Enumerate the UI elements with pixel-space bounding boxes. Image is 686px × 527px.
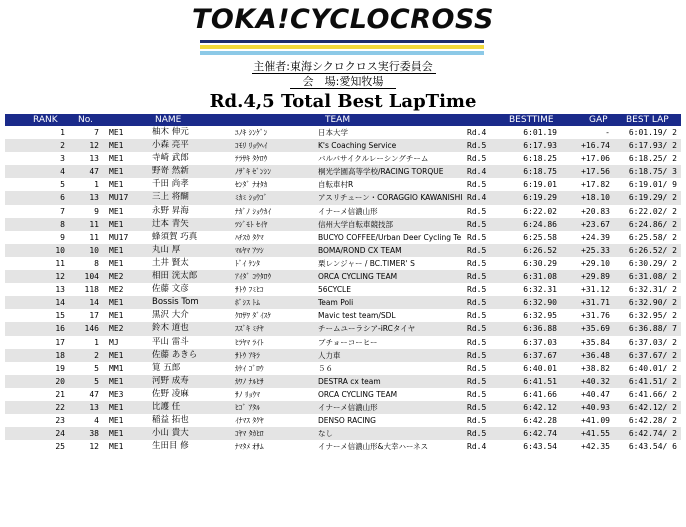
- number-cell: 7: [94, 128, 99, 137]
- table-row: [5, 257, 681, 270]
- gap-cell: +41.09: [581, 416, 610, 426]
- rider-kana-cell: ｲﾅﾏｽ ﾀｸﾔ: [235, 416, 264, 426]
- rider-kana-cell: ｺﾓﾘ ﾘｮｳﾍｲ: [235, 141, 268, 151]
- col-no: No.: [78, 115, 93, 125]
- bestlap-cell: 6:42.28/ 2: [628, 416, 677, 426]
- besttime-cell: 6:32.90: [523, 298, 557, 308]
- team-cell: 信州大学自転車競技部: [318, 219, 393, 229]
- table-header: [5, 114, 681, 126]
- gap-cell: +38.82: [581, 363, 610, 373]
- category-cell: ME1: [109, 429, 124, 439]
- table-body: [5, 126, 681, 453]
- table-row: [5, 388, 681, 401]
- bestlap-cell: 6:36.88/ 7: [628, 324, 677, 334]
- rank-cell: 19: [55, 363, 65, 373]
- category-cell: ME1: [109, 154, 124, 164]
- table-row: [5, 205, 681, 218]
- rider-name-cell: 千田 尚孝: [152, 179, 189, 190]
- rider-name-cell: 小森 亮平: [152, 140, 189, 151]
- table-row: [5, 427, 681, 440]
- team-cell: チームユーラシア-iRCタイヤ: [318, 324, 416, 334]
- team-cell: DESTRA cx team: [318, 376, 381, 386]
- rider-kana-cell: ﾊﾁｽｶ ﾀｸﾏ: [235, 232, 264, 242]
- rider-kana-cell: ﾕﾉｷ ｼﾝｹﾞﾝ: [235, 128, 268, 137]
- category-cell: ME2: [109, 272, 124, 282]
- besttime-cell: 6:40.01: [523, 363, 557, 373]
- table-row: [5, 178, 681, 191]
- bestlap-cell: 6:19.29/ 2: [628, 193, 677, 203]
- number-cell: 146: [84, 324, 99, 334]
- rank-cell: 4: [60, 167, 65, 177]
- rider-name-cell: 鈴木 道也: [152, 323, 189, 334]
- rider-kana-cell: ﾉｻﾞｷ ｾﾞﾝｼﾝ: [235, 167, 272, 177]
- category-cell: MU17: [109, 232, 129, 242]
- rider-name-cell: 比護 任: [152, 401, 181, 412]
- number-cell: 8: [94, 258, 99, 268]
- organizer-underline: [252, 73, 436, 74]
- rank-cell: 14: [55, 298, 65, 308]
- table-row: [5, 362, 681, 375]
- table-row: [5, 401, 681, 414]
- rank-cell: 16: [55, 324, 65, 334]
- table-row: [5, 349, 681, 362]
- team-cell: Team Poli: [318, 298, 354, 308]
- rank-cell: 15: [55, 311, 65, 321]
- col-bestlap: BEST LAP: [626, 115, 669, 125]
- besttime-cell: 6:24.86: [523, 219, 557, 229]
- besttime-cell: 6:32.95: [523, 311, 557, 321]
- category-cell: ME1: [109, 416, 124, 426]
- gap-cell: +17.56: [581, 167, 610, 177]
- gap-cell: +18.10: [581, 193, 610, 203]
- bestlap-cell: 6:18.75/ 3: [628, 167, 677, 177]
- besttime-cell: 6:30.29: [523, 258, 557, 268]
- rider-name-cell: 三上 将醐: [152, 192, 189, 203]
- number-cell: 118: [84, 285, 99, 295]
- besttime-cell: 6:37.03: [523, 337, 557, 347]
- rider-kana-cell: ﾅｶﾞﾉ ｼｮｳｶｲ: [235, 206, 272, 216]
- team-cell: 栗レンジャー / BC.TIMER' S: [318, 258, 415, 268]
- bestlap-cell: 6:24.86/ 2: [628, 219, 677, 229]
- category-cell: ME1: [109, 402, 124, 412]
- bestlap-cell: 6:17.93/ 2: [628, 141, 677, 151]
- team-cell: ORCA CYCLING TEAM: [318, 389, 398, 399]
- gap-cell: +31.71: [581, 298, 610, 308]
- besttime-cell: 6:42.28: [523, 416, 557, 426]
- bestlap-cell: 6:22.02/ 2: [628, 206, 677, 216]
- round-cell: Rd.5: [467, 298, 487, 308]
- gap-cell: +41.55: [581, 429, 610, 439]
- number-cell: 10: [89, 245, 99, 255]
- results-table: [5, 114, 681, 453]
- round-cell: Rd.5: [467, 141, 487, 151]
- rank-cell: 25: [55, 442, 65, 452]
- number-cell: 5: [94, 376, 99, 386]
- number-cell: 17: [89, 311, 99, 321]
- besttime-cell: 6:25.58: [523, 232, 557, 242]
- rider-kana-cell: ﾄﾞｲ ｹﾝﾀ: [235, 258, 260, 268]
- number-cell: 5: [94, 363, 99, 373]
- round-cell: Rd.5: [467, 324, 487, 334]
- bestlap-cell: 6:01.19/ 2: [628, 128, 677, 137]
- round-cell: Rd.5: [467, 337, 487, 347]
- category-cell: ME2: [109, 285, 124, 295]
- team-cell: 人力車: [318, 350, 341, 360]
- rider-kana-cell: ｾﾝﾀﾞ ﾅｵﾀｶ: [235, 180, 268, 190]
- category-cell: ME1: [109, 180, 124, 190]
- table-row: [5, 414, 681, 427]
- besttime-cell: 6:18.75: [523, 167, 557, 177]
- category-cell: ME1: [109, 206, 124, 216]
- round-cell: Rd.5: [467, 376, 487, 386]
- number-cell: 47: [89, 167, 99, 177]
- round-cell: Rd.5: [467, 389, 487, 399]
- number-cell: 104: [84, 272, 99, 282]
- number-cell: 1: [94, 180, 99, 190]
- gap-cell: +42.35: [581, 442, 610, 452]
- team-cell: ブチョーコーヒー: [318, 337, 378, 347]
- rider-name-cell: 蜂須賀 巧真: [152, 231, 198, 242]
- rank-cell: 3: [60, 154, 65, 164]
- number-cell: 1: [94, 337, 99, 347]
- besttime-cell: 6:26.52: [523, 245, 557, 255]
- round-cell: Rd.5: [467, 350, 487, 360]
- besttime-cell: 6:43.54: [523, 442, 557, 452]
- team-cell: Mavic test team/SDL: [318, 311, 396, 321]
- round-cell: Rd.5: [467, 258, 487, 268]
- gap-cell: +23.67: [581, 219, 610, 229]
- gap-cell: +35.84: [581, 337, 610, 347]
- category-cell: ME1: [109, 442, 124, 452]
- rank-cell: 13: [55, 285, 65, 295]
- logo-text: TOKA!CYCLOCROSS: [192, 4, 494, 35]
- venue-underline: [290, 88, 396, 89]
- round-cell: Rd.5: [467, 311, 487, 321]
- team-cell: イナーメ信濃山形: [318, 402, 378, 412]
- rider-name-cell: 佐野 凌麻: [152, 388, 189, 399]
- team-cell: DENSO RACING: [318, 416, 376, 426]
- bestlap-cell: 6:26.52/ 2: [628, 245, 677, 255]
- round-cell: Rd.4: [467, 128, 487, 137]
- team-cell: なし: [318, 429, 333, 439]
- rider-name-cell: 丸山 厚: [152, 244, 181, 255]
- round-cell: Rd.5: [467, 219, 487, 229]
- bestlap-cell: 6:42.12/ 2: [628, 402, 677, 412]
- rider-name-cell: 黒沢 大介: [152, 310, 189, 321]
- rider-name-cell: 平山 雷斗: [152, 336, 189, 347]
- rank-cell: 1: [60, 128, 65, 137]
- table-row: [5, 270, 681, 283]
- col-name: NAME: [155, 115, 182, 125]
- rider-name-cell: 筧 五郎: [152, 362, 181, 373]
- round-cell: Rd.5: [467, 429, 487, 439]
- number-cell: 13: [89, 193, 99, 203]
- gap-cell: +29.10: [581, 258, 610, 268]
- number-cell: 11: [89, 232, 99, 242]
- besttime-cell: 6:17.93: [523, 141, 557, 151]
- rider-name-cell: 永野 昇海: [152, 205, 189, 216]
- number-cell: 38: [89, 429, 99, 439]
- team-cell: イナーメ信濃山形&大幸ハーネス: [318, 442, 429, 452]
- logo-stripe-blue: [200, 51, 484, 55]
- number-cell: 4: [94, 416, 99, 426]
- table-row: [5, 231, 681, 244]
- number-cell: 2: [94, 350, 99, 360]
- team-cell: 自転車村R: [318, 180, 354, 190]
- besttime-cell: 6:41.51: [523, 376, 557, 386]
- bestlap-cell: 6:25.58/ 2: [628, 232, 677, 242]
- team-cell: アスリチューン・CORAGGIO KAWANISHI: [318, 193, 463, 203]
- table-row: [5, 218, 681, 231]
- rider-kana-cell: ﾏﾙﾔﾏ ｱﾂｼ: [235, 245, 264, 255]
- col-team: TEAM: [325, 115, 351, 125]
- logo-stripe-navy: [200, 40, 484, 43]
- table-row: [5, 336, 681, 349]
- bestlap-cell: 6:42.74/ 2: [628, 429, 677, 439]
- rider-name-cell: 辻本 青矢: [152, 218, 189, 229]
- rank-cell: 11: [55, 258, 65, 268]
- team-cell: 日本大学: [318, 128, 348, 137]
- rider-name-cell: 寺崎 武郎: [152, 153, 189, 164]
- team-cell: K's Coaching Service: [318, 141, 397, 151]
- category-cell: MM1: [109, 363, 124, 373]
- gap-cell: +17.82: [581, 180, 610, 190]
- gap-cell: +31.12: [581, 285, 610, 295]
- rank-cell: 12: [55, 272, 65, 282]
- bestlap-cell: 6:41.66/ 2: [628, 389, 677, 399]
- gap-cell: +40.32: [581, 376, 610, 386]
- besttime-cell: 6:37.67: [523, 350, 557, 360]
- round-cell: Rd.5: [467, 154, 487, 164]
- round-cell: Rd.4: [467, 167, 487, 177]
- category-cell: ME1: [109, 298, 124, 308]
- rider-name-cell: 稲益 拓也: [152, 415, 189, 426]
- rider-name-cell: 相田 洸太郎: [152, 271, 198, 282]
- category-cell: ME1: [109, 376, 124, 386]
- rank-cell: 10: [55, 245, 65, 255]
- besttime-cell: 6:01.19: [523, 128, 557, 137]
- page-header: [0, 0, 686, 115]
- besttime-cell: 6:36.88: [523, 324, 557, 334]
- round-cell: Rd.5: [467, 232, 487, 242]
- rider-name-cell: 柚木 伸元: [152, 127, 189, 137]
- gap-cell: +35.69: [581, 324, 610, 334]
- gap-cell: +24.39: [581, 232, 610, 242]
- rank-cell: 21: [55, 389, 65, 399]
- table-row: [5, 296, 681, 309]
- rank-cell: 8: [60, 219, 65, 229]
- category-cell: ME2: [109, 324, 124, 334]
- rank-cell: 5: [60, 180, 65, 190]
- table-row: [5, 191, 681, 204]
- rank-cell: 20: [55, 376, 65, 386]
- team-cell: 56CYCLE: [318, 285, 351, 295]
- rider-name-cell: 佐藤 文彦: [152, 284, 189, 295]
- team-cell: BUCYO COFFEE/Urban Deer Cycling Te: [318, 232, 462, 242]
- besttime-cell: 6:22.02: [523, 206, 557, 216]
- col-gap: GAP: [589, 115, 608, 125]
- gap-cell: +40.93: [581, 402, 610, 412]
- rider-name-cell: 野嵜 然新: [152, 166, 189, 177]
- rider-kana-cell: ﾋﾗﾔﾏ ﾗｲﾄ: [235, 337, 264, 347]
- rider-kana-cell: ﾅﾏﾀﾒ ｵｻﾑ: [235, 442, 264, 452]
- col-rank: RANK: [33, 115, 58, 125]
- gap-cell: +25.33: [581, 245, 610, 255]
- category-cell: MU17: [109, 193, 129, 203]
- round-cell: Rd.5: [467, 363, 487, 373]
- table-row: [5, 283, 681, 296]
- bestlap-cell: 6:32.95/ 2: [628, 311, 677, 321]
- besttime-cell: 6:19.01: [523, 180, 557, 190]
- gap-cell: +16.74: [581, 141, 610, 151]
- rider-kana-cell: ｶｹｲ ｺﾞﾛｳ: [235, 363, 264, 373]
- rank-cell: 18: [55, 350, 65, 360]
- rider-name-cell: 河野 成寿: [152, 375, 189, 386]
- round-cell: Rd.5: [467, 206, 487, 216]
- number-cell: 12: [89, 442, 99, 452]
- round-cell: Rd.5: [467, 180, 487, 190]
- bestlap-cell: 6:41.51/ 2: [628, 376, 677, 386]
- table-row: [5, 165, 681, 178]
- category-cell: ME1: [109, 311, 124, 321]
- gap-cell: +36.48: [581, 350, 610, 360]
- rider-name-cell: 佐藤 あきら: [152, 349, 198, 360]
- gap-cell: +31.76: [581, 311, 610, 321]
- team-cell: BOMA/ROND CX TEAM: [318, 245, 402, 255]
- round-cell: Rd.5: [467, 416, 487, 426]
- rider-kana-cell: ｺﾔﾏ ﾀｶﾋﾛ: [235, 429, 264, 439]
- team-cell: イナーメ信濃山形: [318, 206, 378, 216]
- table-row: [5, 440, 681, 453]
- category-cell: ME3: [109, 389, 124, 399]
- rider-kana-cell: ｽｽﾞｷ ﾐﾁﾔ: [235, 324, 264, 334]
- round-cell: Rd.5: [467, 285, 487, 295]
- col-besttime: BESTTIME: [509, 115, 554, 125]
- category-cell: MJ: [109, 337, 119, 347]
- bestlap-cell: 6:30.29/ 2: [628, 258, 677, 268]
- rank-cell: 6: [60, 193, 65, 203]
- rider-kana-cell: ﾂｼﾞﾓﾄ ｾｲﾔ: [235, 219, 268, 229]
- category-cell: ME1: [109, 167, 124, 177]
- category-cell: ME1: [109, 141, 124, 151]
- bestlap-cell: 6:32.90/ 2: [628, 298, 677, 308]
- rider-name-cell: 生田目 修: [152, 441, 189, 452]
- bestlap-cell: 6:43.54/ 6: [628, 442, 677, 452]
- rider-kana-cell: ｻﾄｳ ﾌﾐﾋｺ: [235, 285, 264, 295]
- number-cell: 13: [89, 154, 99, 164]
- team-cell: バルバサイクルレーシングチーム: [318, 154, 429, 164]
- rider-kana-cell: ｻﾄｳ ｱｷﾗ: [235, 350, 260, 360]
- logo-stripe-yellow: [200, 45, 484, 49]
- venue-line: 会 場:愛知牧場: [302, 75, 384, 88]
- bestlap-cell: 6:37.03/ 2: [628, 337, 677, 347]
- rank-cell: 9: [60, 232, 65, 242]
- round-cell: Rd.5: [467, 245, 487, 255]
- rider-name-cell: 土井 賢太: [152, 257, 189, 268]
- bestlap-cell: 6:40.01/ 2: [628, 363, 677, 373]
- rider-kana-cell: ｸﾛｻﾜ ﾀﾞｲｽｹ: [235, 311, 272, 321]
- rider-kana-cell: ｱｲﾀﾞ ｺｳﾀﾛｳ: [235, 272, 272, 282]
- bestlap-cell: 6:19.01/ 9: [628, 180, 677, 190]
- category-cell: ME1: [109, 245, 124, 255]
- bestlap-cell: 6:37.67/ 2: [628, 350, 677, 360]
- besttime-cell: 6:31.08: [523, 272, 557, 282]
- rank-cell: 2: [60, 141, 65, 151]
- rank-cell: 7: [60, 206, 65, 216]
- table-row: [5, 139, 681, 152]
- table-row: [5, 244, 681, 257]
- team-cell: ５６: [318, 363, 333, 373]
- table-row: [5, 152, 681, 165]
- bestlap-cell: 6:18.25/ 2: [628, 154, 677, 164]
- round-cell: Rd.4: [467, 193, 487, 203]
- team-cell: ORCA CYCLING TEAM: [318, 272, 398, 282]
- besttime-cell: 6:41.66: [523, 389, 557, 399]
- number-cell: 9: [94, 206, 99, 216]
- rank-cell: 23: [55, 416, 65, 426]
- rider-kana-cell: ｶﾜﾉ ﾅﾙﾋｻ: [235, 376, 264, 386]
- besttime-cell: 6:42.74: [523, 429, 557, 439]
- gap-cell: +29.89: [581, 272, 610, 282]
- number-cell: 11: [89, 219, 99, 229]
- number-cell: 12: [89, 141, 99, 151]
- rank-cell: 24: [55, 429, 65, 439]
- bestlap-cell: 6:32.31/ 2: [628, 285, 677, 295]
- round-cell: Rd.5: [467, 402, 487, 412]
- rank-cell: 22: [55, 402, 65, 412]
- page-title: Rd.4,5 Total Best LapTime: [209, 91, 477, 112]
- gap-cell: -: [605, 128, 610, 137]
- besttime-cell: 6:19.29: [523, 193, 557, 203]
- rank-cell: 17: [55, 337, 65, 347]
- bestlap-cell: 6:31.08/ 2: [628, 272, 677, 282]
- category-cell: ME1: [109, 219, 124, 229]
- table-row: [5, 126, 681, 139]
- gap-cell: +40.47: [581, 389, 610, 399]
- gap-cell: +20.83: [581, 206, 610, 216]
- round-cell: Rd.4: [467, 442, 487, 452]
- besttime-cell: 6:42.12: [523, 402, 557, 412]
- besttime-cell: 6:32.31: [523, 285, 557, 295]
- category-cell: ME1: [109, 258, 124, 268]
- rider-kana-cell: ﾃﾗｻｷ ﾀｹﾛｳ: [235, 154, 268, 164]
- round-cell: Rd.5: [467, 272, 487, 282]
- table-row: [5, 375, 681, 388]
- category-cell: ME1: [109, 128, 124, 137]
- team-cell: 桐光学園高等学校/RACING TORQUE: [318, 167, 444, 177]
- rider-kana-cell: ﾐｶﾐ ｼｮｳｺﾞ: [235, 193, 268, 203]
- number-cell: 13: [89, 402, 99, 412]
- rider-name-cell: 小山 貴大: [152, 428, 189, 439]
- number-cell: 14: [89, 298, 99, 308]
- gap-cell: +17.06: [581, 154, 610, 164]
- rider-kana-cell: ｻﾉ ﾘｮｳﾏ: [235, 389, 260, 399]
- number-cell: 47: [89, 389, 99, 399]
- table-row: [5, 322, 681, 335]
- category-cell: ME1: [109, 350, 124, 360]
- rider-name-cell: Bossis Tom: [152, 297, 199, 308]
- rider-kana-cell: ﾎﾞｼｽ ﾄﾑ: [235, 298, 260, 308]
- rider-kana-cell: ﾋｺﾞ ｱﾀﾙ: [235, 402, 260, 412]
- besttime-cell: 6:18.25: [523, 154, 557, 164]
- event-logo: [192, 4, 492, 56]
- table-row: [5, 309, 681, 322]
- organizer-line: 主催者:東海シクロクロス実行委員会: [253, 60, 433, 73]
